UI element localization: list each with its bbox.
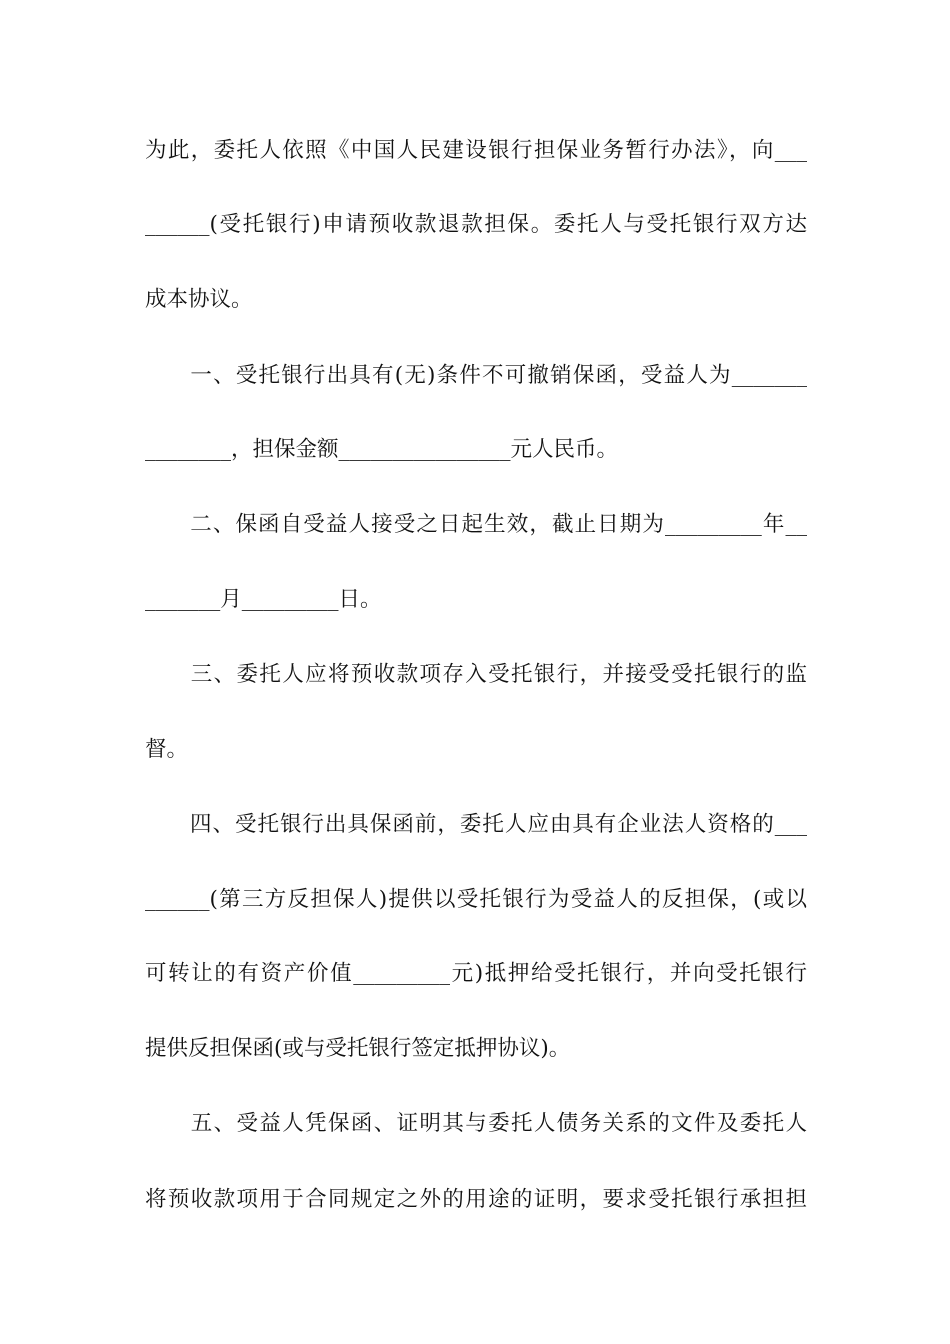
- text-line: ______(第三方反担保人)提供以受托银行为受益人的反担保，(或以: [145, 887, 807, 912]
- text-line: 督。: [145, 737, 189, 762]
- text-line: _______月_________日。: [145, 587, 382, 612]
- text-line: 五、受益人凭保函、证明其与委托人债务关系的文件及委托人: [145, 1111, 807, 1136]
- text-line: 二、保函自受益人接受之日起生效，截止日期为_________年__: [145, 512, 807, 537]
- text-line: 成本协议。: [145, 287, 253, 312]
- text-line: 提供反担保函(或与受托银行签定抵押协议)。: [145, 1036, 571, 1061]
- text-line: 一、受托银行出具有(无)条件不可撤销保函，受益人为_______: [145, 363, 807, 388]
- text-line: 将预收款项用于合同规定之外的用途的证明，要求受托银行承担担: [145, 1187, 807, 1212]
- text-line: 三、委托人应将预收款项存入受托银行，并接受受托银行的监: [145, 662, 807, 687]
- text-line: 为此，委托人依照《中国人民建设银行担保业务暂行办法》，向___: [145, 138, 807, 163]
- text-line: 四、受托银行出具保函前，委托人应由具有企业法人资格的___: [145, 812, 807, 837]
- text-line: ______(受托银行)申请预收款退款担保。委托人与受托银行双方达: [145, 212, 807, 237]
- text-line: ________，担保金额________________元人民币。: [145, 437, 619, 462]
- text-line: 可转让的有资产价值_________元)抵押给受托银行，并向受托银行: [145, 961, 807, 986]
